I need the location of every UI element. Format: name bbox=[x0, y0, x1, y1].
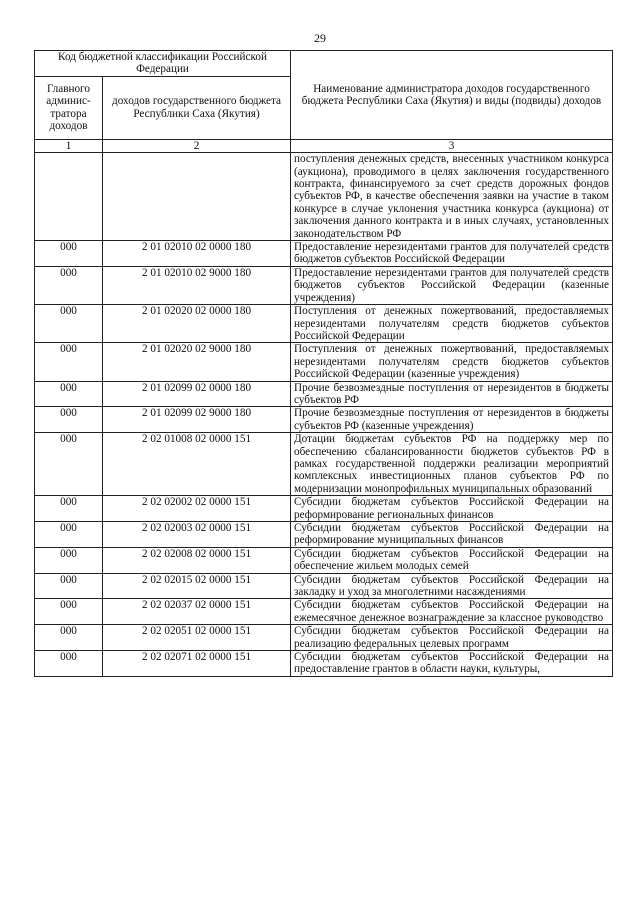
admin-code-cell: 000 bbox=[35, 381, 103, 407]
table-row bbox=[35, 496, 613, 522]
admin-code-cell: 000 bbox=[35, 625, 103, 651]
admin-code-cell: 000 bbox=[35, 266, 103, 304]
income-code-cell: 2 01 02099 02 0000 180 bbox=[103, 381, 291, 407]
income-code-cell: 2 02 02051 02 0000 151 bbox=[103, 625, 291, 651]
header-col2-number: 2 bbox=[103, 139, 291, 152]
income-code-cell: 2 02 02071 02 0000 151 bbox=[103, 651, 291, 677]
income-code-cell: 2 01 02010 02 9000 180 bbox=[103, 266, 291, 304]
income-name-cell: Субсидии бюджетам субъектов Российской Федерации на реформирование муниципальных финансов bbox=[291, 522, 613, 548]
income-name-cell: Предоставление нерезидентами грантов для получателей средств бюджетов субъектов Российской Федерации bbox=[291, 241, 613, 267]
income-name-cell: поступления денежных средств, внесенных участником конкурса (аукциона), проводимого в целях заключения государственного контракта, финансируемого за счет средств дорожных фондов субъектов РФ, в качестве обеспечения заявки на участие в таком конкурсе в случае уклонения участника конкурса (аукциона) от заключения данного контракта и в иных случаях, установленных законодательством РФ bbox=[291, 153, 613, 241]
income-code-cell bbox=[103, 153, 291, 241]
income-name-cell: Субсидии бюджетам субъектов Российской Федерации на реализацию федеральных целевых программ bbox=[291, 625, 613, 651]
income-name-cell: Субсидии бюджетам субъектов Российской Федерации на реформирование региональных финансов bbox=[291, 496, 613, 522]
table-row bbox=[35, 433, 613, 496]
admin-code-cell: 000 bbox=[35, 599, 103, 625]
table-row bbox=[35, 547, 613, 573]
income-code-cell: 2 01 02099 02 9000 180 bbox=[103, 407, 291, 433]
admin-code-cell: 000 bbox=[35, 433, 103, 496]
table-row bbox=[35, 651, 613, 677]
page-number: 29 bbox=[314, 31, 326, 45]
table-row bbox=[35, 407, 613, 433]
income-name-cell: Прочие безвозмездные поступления от нерезидентов в бюджеты субъектов РФ (казенные учреждения) bbox=[291, 407, 613, 433]
income-code-cell: 2 02 02015 02 0000 151 bbox=[103, 573, 291, 599]
admin-code-cell: 000 bbox=[35, 573, 103, 599]
income-code-cell: 2 02 02037 02 0000 151 bbox=[103, 599, 291, 625]
table-row bbox=[35, 266, 613, 304]
header-col1-number: 1 bbox=[35, 139, 103, 152]
table-row bbox=[35, 573, 613, 599]
income-name-cell: Субсидии бюджетам субъектов Российской Федерации на предоставление грантов в области науки, культуры, bbox=[291, 651, 613, 677]
admin-code-cell bbox=[35, 153, 103, 241]
table-row bbox=[35, 343, 613, 381]
table-row bbox=[35, 599, 613, 625]
income-code-cell: 2 01 02010 02 0000 180 bbox=[103, 241, 291, 267]
admin-code-cell: 000 bbox=[35, 343, 103, 381]
header-col2-title: доходов государственного бюджета Республики Саха (Якутия) bbox=[103, 76, 291, 139]
income-name-cell: Прочие безвозмездные поступления от нерезидентов в бюджеты субъектов РФ bbox=[291, 381, 613, 407]
income-code-cell: 2 02 01008 02 0000 151 bbox=[103, 433, 291, 496]
income-name-cell: Субсидии бюджетам субъектов Российской Федерации на закладку и уход за многолетними насаждениями bbox=[291, 573, 613, 599]
income-name-cell: Субсидии бюджетам субъектов Российской Федерации на ежемесячное денежное вознаграждение за классное руководство bbox=[291, 599, 613, 625]
income-name-cell: Дотации бюджетам субъектов РФ на поддержку мер по обеспечению сбалансированности бюджетов субъектов РФ в рамках государственной поддержки реализации мероприятий комплексных инвестиционных планов субъектов РФ по модернизации монопрофильных муниципальных образований bbox=[291, 433, 613, 496]
budget-classification-table bbox=[34, 50, 613, 677]
table-row bbox=[35, 153, 613, 241]
income-code-cell: 2 02 02008 02 0000 151 bbox=[103, 547, 291, 573]
admin-code-cell: 000 bbox=[35, 522, 103, 548]
income-name-cell: Предоставление нерезидентами грантов для получателей средств бюджетов субъектов Российской Федерации (казенные учреждения) bbox=[291, 266, 613, 304]
income-name-cell: Субсидии бюджетам субъектов Российской Федерации на обеспечение жильем молодых семей bbox=[291, 547, 613, 573]
table-body bbox=[35, 153, 613, 677]
table-row bbox=[35, 381, 613, 407]
admin-code-cell: 000 bbox=[35, 305, 103, 343]
income-name-cell: Поступления от денежных пожертвований, предоставляемых нерезидентами получателям средств бюджетов субъектов Российской Федерации (казенные учреждения) bbox=[291, 343, 613, 381]
income-code-cell: 2 01 02020 02 9000 180 bbox=[103, 343, 291, 381]
table-row bbox=[35, 241, 613, 267]
header-col3-number: 3 bbox=[291, 139, 613, 152]
income-name-cell: Поступления от денежных пожертвований, предоставляемых нерезидентами получателям средств бюджетов субъектов Российской Федерации bbox=[291, 305, 613, 343]
income-code-cell: 2 02 02003 02 0000 151 bbox=[103, 522, 291, 548]
table-header bbox=[35, 51, 613, 153]
income-code-cell: 2 01 02020 02 0000 180 bbox=[103, 305, 291, 343]
header-col1-title: Главного админис-тратора доходов bbox=[35, 76, 103, 139]
income-code-cell: 2 02 02002 02 0000 151 bbox=[103, 496, 291, 522]
header-group-title: Код бюджетной классификации Российской Федерации bbox=[35, 51, 291, 77]
table-row bbox=[35, 625, 613, 651]
table-row bbox=[35, 305, 613, 343]
admin-code-cell: 000 bbox=[35, 241, 103, 267]
admin-code-cell: 000 bbox=[35, 407, 103, 433]
header-col3-title: Наименование администратора доходов государственного бюджета Республики Саха (Якутия) и виды (подвиды) доходов bbox=[291, 51, 613, 140]
admin-code-cell: 000 bbox=[35, 651, 103, 677]
table-row bbox=[35, 522, 613, 548]
admin-code-cell: 000 bbox=[35, 547, 103, 573]
admin-code-cell: 000 bbox=[35, 496, 103, 522]
